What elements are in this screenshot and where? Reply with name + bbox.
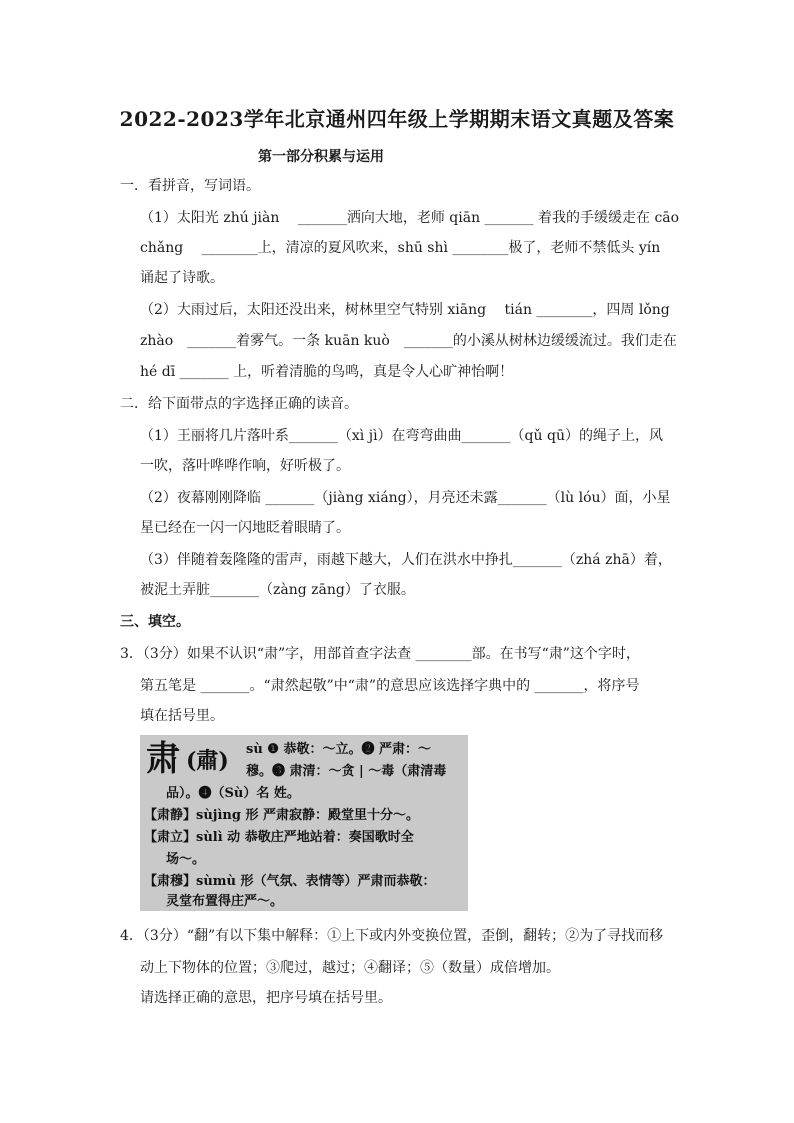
dict-line: 场～。	[166, 852, 206, 867]
s2-line: （3）伴随着轰隆隆的雷声，雨越下越大，人们在洪水中挣扎_______（zhá zhā）着，	[140, 552, 672, 568]
dict-line: 穆。❸ 肃清：～贪 | ～毒（肃清毒	[246, 764, 447, 779]
dict-line: 灵堂布置得庄严～。	[166, 894, 284, 909]
s2-line: （1）王丽将几片落叶系_______（xì jì）在弯弯曲曲_______（qǔ qū）的绳子上，风	[140, 428, 663, 444]
s1-line: 诵起了诗歌。	[140, 270, 224, 286]
dictionary-entry-image	[140, 735, 468, 911]
q4-line: 动上下物体的位置；③爬过，越过；④翻译；⑤（数量）成倍增加。	[140, 960, 560, 976]
dict-traditional: (肅)	[186, 748, 229, 774]
page-title: 2022-2023学年北京通州四年级上学期期末语文真题及答案	[119, 107, 675, 131]
section2-heading: 二．给下面带点的字选择正确的读音。	[120, 396, 358, 412]
section3-heading: 三、填空。	[120, 614, 190, 630]
q3-line: 第五笔是 _______。“肃然起敬”中“肃”的意思应该选择字典中的 _______，将序号	[140, 678, 640, 694]
section1-heading: 一．看拼音，写词语。	[120, 178, 260, 194]
s1-line: （2）大雨过后，太阳还没出来，树林里空气特别 xiāng tián ________，四周 lǒng	[140, 302, 670, 318]
q4-line: 请选择正确的意思，把序号填在括号里。	[140, 990, 392, 1006]
dict-line: 品）。❹（Sù）名 姓。	[166, 786, 300, 801]
s2-line: 被泥土弄脏_______（zàng zāng）了衣服。	[140, 582, 415, 598]
s1-line: （1）太阳光 zhú jiàn _______洒向大地，老师 qiān _______ 着我的手缓缓走在 cāo	[140, 210, 680, 226]
s1-line: zhào _______着雾气。一条 kuān kuò _______的小溪从树林边缓缓流过。我们走在	[140, 333, 677, 349]
s2-line: 一吹，落叶哗哗作响，好听极了。	[140, 458, 350, 474]
s1-line: chǎng ________上，清凉的夏风吹来，shū shì ________极了，老师不禁低头 yín	[140, 240, 661, 256]
dict-line: 【肃静】sùjìng 形 严肃寂静：殿堂里十分～。	[144, 808, 420, 823]
dict-line: 【肃立】sùlì 动 恭敬庄严地站着：奏国歌时全	[144, 830, 414, 845]
q4-line: 4．（3分）“翻”有以下集中解释：①上下或内外变换位置，歪倒，翻转；②为了寻找而移	[120, 928, 664, 944]
dict-headword: 肃	[146, 739, 180, 779]
q3-line: 3．（3分）如果不认识“肃”字，用部首查字法查 ________部。在书写“肃”这个字时，	[120, 646, 640, 662]
q3-line: 填在括号里。	[140, 708, 224, 724]
section-part-title: 第一部分积累与运用	[258, 149, 384, 165]
dict-line: 【肃穆】sùmù 形（气氛、表情等）严肃而恭敬：	[144, 874, 436, 889]
dict-line: sù ❶ 恭敬：～立。❷ 严肃：～	[246, 742, 432, 757]
s2-line: （2）夜幕刚刚降临 _______（jiàng xiáng），月亮还未露_______（lù lóu）面，小星	[140, 490, 671, 506]
s2-line: 星已经在一闪一闪地眨着眼睛了。	[140, 520, 350, 536]
s1-line: hé dī _______ 上，听着清脆的鸟鸣，真是令人心旷神怡啊！	[140, 364, 514, 380]
